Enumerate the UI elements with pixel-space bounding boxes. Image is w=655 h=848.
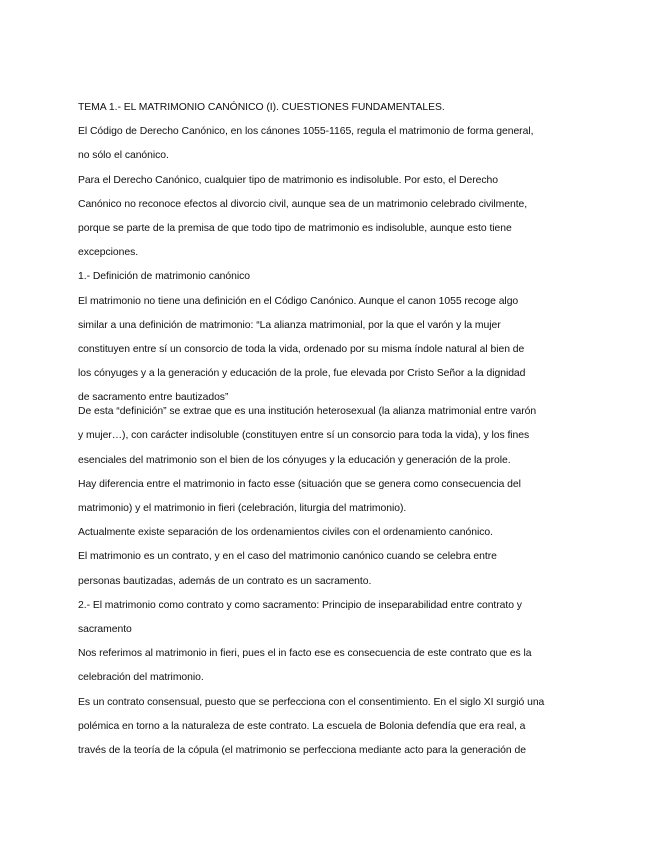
text-line: excepciones.	[78, 247, 139, 259]
text-line: celebración del matrimonio.	[78, 672, 204, 684]
text-line: Actualmente existe separación de los ordenamientos civiles con el ordenamiento canónico.	[78, 527, 493, 539]
text-line: porque se parte de la premisa de que todo tipo de matrimonio es indisoluble, aunque esto tiene	[78, 222, 512, 234]
text-line: personas bautizadas, además de un contrato es un sacramento.	[78, 575, 372, 587]
text-line: esenciales del matrimonio son el bien de los cónyuges y la educación y generación de la prole.	[78, 454, 511, 466]
text-line: De esta “definición” se extrae que es una institución heterosexual (la alianza matrimonial entre varón	[78, 406, 537, 418]
text-line: Hay diferencia entre el matrimonio in facto esse (situación que se genera como consecuencia del	[78, 478, 521, 490]
document-title: TEMA 1.- EL MATRIMONIO CANÓNICO (I). CUESTIONES FUNDAMENTALES.	[78, 102, 445, 113]
text-line: los cónyuges y a la generación y educación de la prole, fue elevada por Cristo Señor a la dignidad	[78, 368, 526, 380]
text-line: Es un contrato consensual, puesto que se perfecciona con el consentimiento. En el siglo XI surgió una	[78, 696, 545, 708]
text-line: Para el Derecho Canónico, cualquier tipo de matrimonio es indisoluble. Por esto, el Derecho	[78, 174, 498, 186]
text-line: Canónico no reconoce efectos al divorcio civil, aunque sea de un matrimonio celebrado civilmente,	[78, 198, 528, 210]
text-line: matrimonio) y el matrimonio in fieri (celebración, liturgia del matrimonio).	[78, 503, 407, 514]
text-line: El Código de Derecho Canónico, en los cánones 1055-1165, regula el matrimonio de forma general,	[78, 126, 534, 138]
text-line: y mujer…), con carácter indisoluble (constituyen entre sí un consorcio para toda la vida), y los fines	[78, 430, 530, 442]
text-line: El matrimonio no tiene una definición en el Código Canónico. Aunque el canon 1055 recoge algo	[78, 295, 519, 307]
text-line: de sacramento entre bautizados”	[78, 392, 229, 404]
text-line: similar a una definición de matrimonio: “La alianza matrimonial, por la que el varón y la mujer	[78, 319, 501, 331]
text-line: polémica en torno a la naturaleza de este contrato. La escuela de Bolonia defendía que era real, a	[78, 720, 526, 732]
text-line: no sólo el canónico.	[78, 150, 169, 162]
document-body	[78, 101, 578, 768]
section-heading-continued: sacramento	[78, 623, 132, 635]
text-line: constituyen entre sí un consorcio de toda la vida, ordenado por su misma índole natural al bien de	[78, 343, 525, 355]
text-line: El matrimonio es un contrato, y en el caso del matrimonio canónico cuando se celebra entre	[78, 551, 497, 563]
section-heading: 2.- El matrimonio como contrato y como sacramento: Principio de inseparabilidad entre contrato y	[78, 599, 522, 611]
text-line: través de la teoría de la cópula (el matrimonio se perfecciona mediante acto para la generación de	[78, 744, 526, 756]
text-line: Nos referimos al matrimonio in fieri, pues el in facto ese es consecuencia de este contrato que es la	[78, 648, 532, 660]
section-heading: 1.- Definición de matrimonio canónico	[78, 271, 250, 283]
